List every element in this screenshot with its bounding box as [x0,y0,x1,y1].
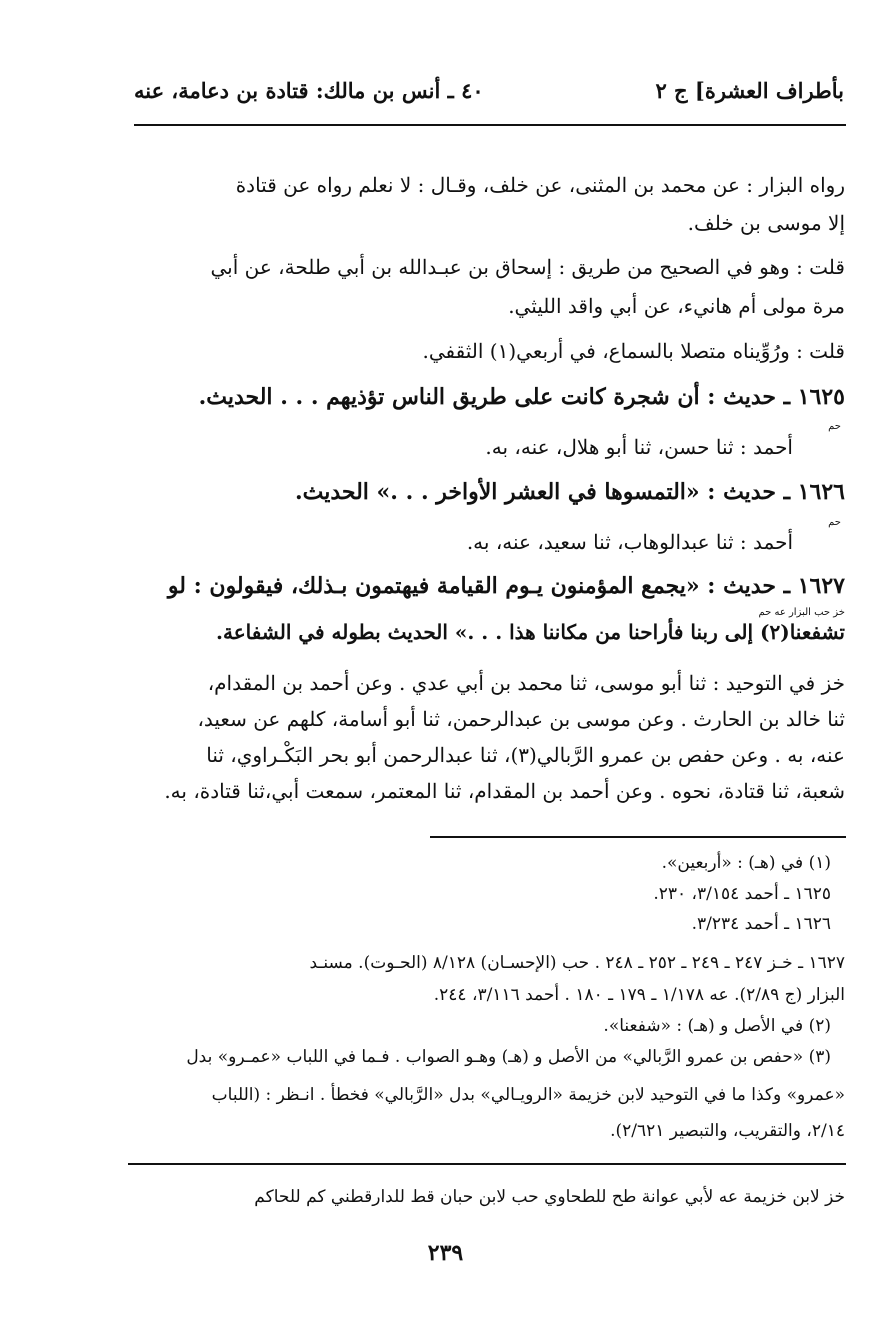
text-line: شعبة، ثنا قتادة، نحوه . وعن أحمد بن المقدام، ثنا المعتمر، سمعت أبي،ثنا قتادة، به. [164,779,845,803]
footnote-line: ١٦٢٦ ـ أحمد ٣/٢٣٤. [691,914,831,934]
abbreviations-legend: خز لابن خزيمة عه لأبي عوانة طح للطحاوي حب لابن حبان قط للدارقطني كم للحاكم [254,1187,845,1207]
text-line: رواه البزار : عن محمد بن المثنى، عن خلف، وقـال : لا نعلم رواه عن قتادة [235,173,845,197]
footnote-line: ١٦٢٥ ـ أحمد ٣/١٥٤، ٢٣٠. [653,884,831,904]
footnote-line: «عمرو» وكذا ما في التوحيد لابن خزيمة «الرويـالي» بدل «الرَّبالي» فخطأ . انـظر : (اللباب [211,1085,845,1105]
footnote-line: (٣) «حفص بن عمرو الرَّبالي» من الأصل و (هـ) وهـو الصواب . فـما في اللباب «عمـرو» بدل [186,1047,831,1067]
text-line: ثنا خالد بن الحارث . وعن موسى بن عبدالرحمن، ثنا أبو أسامة، كلهم عن سعيد، [197,707,845,731]
text-line: قلت : وهو في الصحيح من طريق : إسحاق بن عبـدالله بن أبي طلحة، عن أبي [210,255,845,279]
hadith-heading-1627: ١٦٢٧ ـ حديث : «يجمع المؤمنون يـوم القيامة فيهتمون بـذلك، فيقولون : لو [167,573,845,599]
text-line: خز في التوحيد : ثنا أبو موسى، ثنا محمد بن أبي عدي . وعن أحمد بن المقدام، [207,671,845,695]
isnad-line: أحمد : ثنا عبدالوهاب، ثنا سعيد، عنه، به. [466,530,793,554]
text-line: قلت : ورُوِّيناه متصلا بالسماع، في أربعي(١) الثقفي. [422,339,845,363]
footnote-line: (١) في (هـ) : «أربعين». [661,853,831,873]
footnote-line: ٢/١٤، والتقريب، والتبصير ٢/٦٢١). [610,1121,845,1141]
footnote-line: ١٦٢٧ ـ خـز ٢٤٧ ـ ٢٤٩ ـ ٢٥٢ ـ ٢٤٨ . حب (الإحسـان) ٨/١٢٨ (الحـوت). مسنـد [309,953,845,973]
text-line: إلا موسى بن خلف. [687,211,845,235]
abbreviations-rule [128,1163,846,1165]
hadith-heading-1627-cont: تشفعنا(٢) إلى ربنا فأراحنا من مكاننا هذا . . .» الحديث بطوله في الشفاعة. [216,620,845,644]
hadith-heading-1626: ١٦٢٦ ـ حديث : «التمسوها في العشر الأواخر . . .» الحديث. [294,479,845,505]
footnote-rule [430,836,846,838]
header-rule [134,124,846,126]
text-line: عنه، به . وعن حفص بن عمرو الرَّبالي(٣)، ثنا عبدالرحمن أبو بحر البَكْـراوي، ثنا [206,743,845,767]
header-chapter-title: ٤٠ ـ أنس بن مالك: قتادة بن دعامة، عنه [134,78,484,103]
sigla-1627: خز حب البزار عه حم [758,607,845,618]
hadith-heading-1625: ١٦٢٥ ـ حديث : أن شجرة كانت على طريق الناس تؤذيهم . . . الحديث. [198,384,845,410]
footnote-line: البزار (ج ٢/٨٩). عه ١/١٧٨ ـ ١٧٩ ـ ١٨٠ . أحمد ٣/١١٦، ٢٤٤. [433,985,845,1005]
page-number: ٢٣٩ [427,1240,464,1266]
running-header [134,78,844,118]
isnad-line: أحمد : ثنا حسن، ثنا أبو هلال، عنه، به. [485,435,793,459]
text-line: مرة مولى أم هانيء، عن أبي واقد الليثي. [508,294,845,318]
sigla-1626: حم [828,517,841,528]
footnote-line: (٢) في الأصل و (هـ) : «شفعنا». [603,1016,831,1036]
header-book-title: بأطراف العشرة] ج ٢ [655,78,844,103]
sigla-1625: حم [828,421,841,432]
